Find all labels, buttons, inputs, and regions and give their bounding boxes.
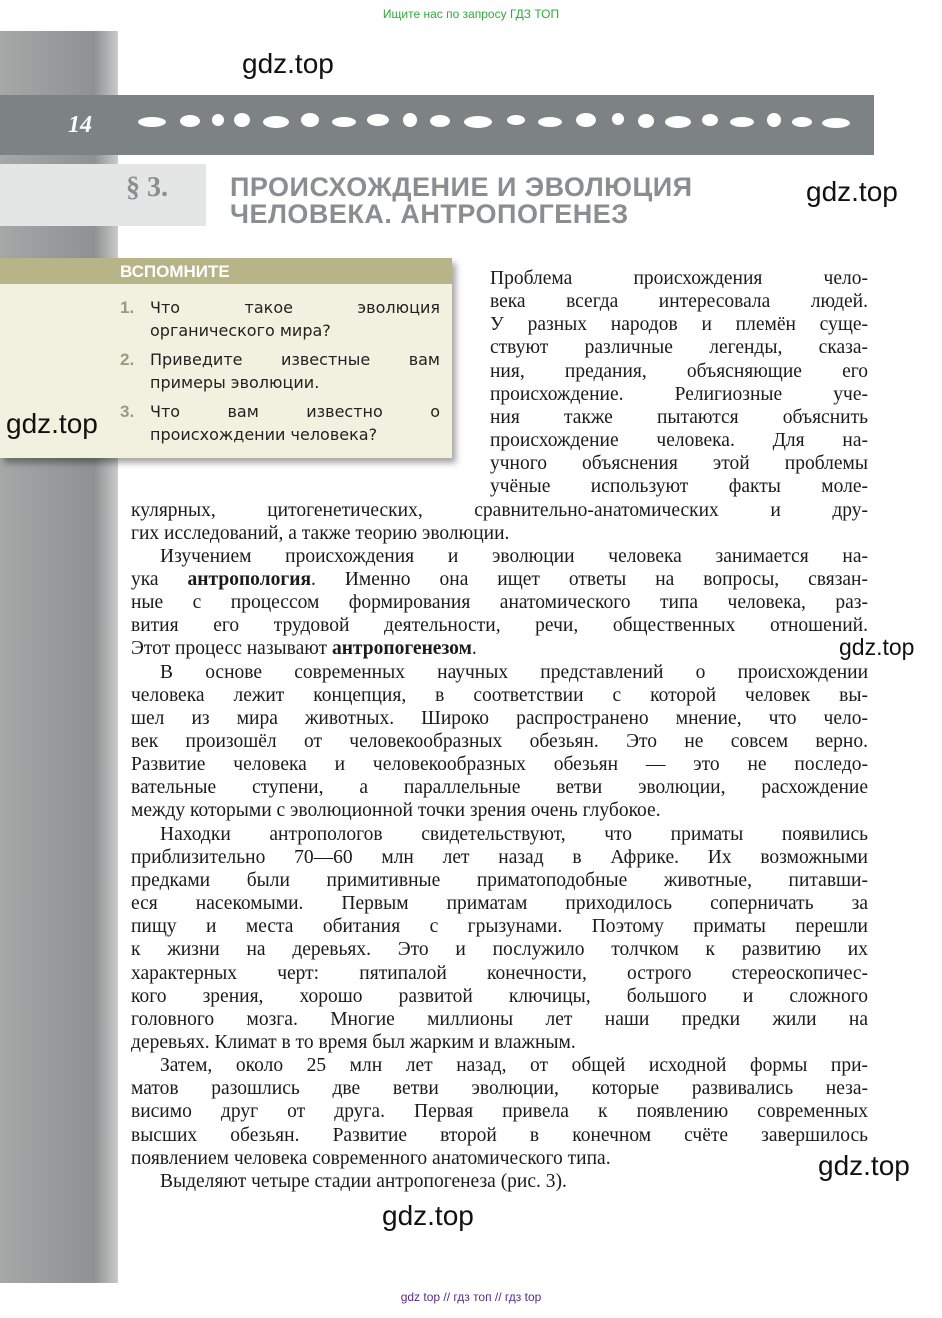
body-line: приблизительно 70—60 млн лет назад в Африке. Их возможными (131, 846, 868, 868)
question-text: Что такое эволюция органического мира? (150, 298, 440, 340)
question-number: 3. (120, 402, 135, 421)
body-line: высших обезьян. Развитие второй в конечном счёте завершилось (131, 1124, 868, 1146)
question-number: 1. (120, 298, 135, 317)
body-line: У разных народов и племён суще- (490, 314, 868, 336)
body-line: век произошёл от человекообразных обезьян. Это не совсем верно. (131, 731, 868, 752)
body-line: кулярных, цитогенетических, сравнительно-анатомических и дру- (131, 499, 868, 521)
top-notice-bar (0, 0, 942, 30)
section-number-band (0, 164, 206, 226)
body-line: века всегда интересовала людей. (490, 291, 868, 313)
body-line: характерных черт: пятипалой конечности, острого стереоскопичес- (131, 962, 868, 984)
question-1 (120, 296, 440, 342)
body-line: человека лежит концепция, в соответствии с которой человек вы- (131, 684, 868, 706)
body-line: появлением человека современного анатомического типа. (131, 1147, 611, 1169)
body-line: Развитие человека и человекообразных обезьян — это не последо- (131, 754, 868, 776)
body-line: Проблема происхождения чело- (490, 268, 868, 289)
body-line: головного мозга. Многие миллионы лет наши предки жили на (131, 1008, 868, 1030)
body-line: Затем, около 25 млн лет назад, от общей исходной формы при- (160, 1055, 868, 1077)
top-notice[interactable]: Ищите нас по запросу ГДЗ ТОП (382, 7, 560, 21)
body-line: ствуют различные легенды, сказа- (490, 337, 868, 359)
body-line: матов разошлись две ветви эволюции, которые развивались неза- (131, 1078, 868, 1100)
question-3 (120, 400, 440, 446)
body-line: вательные ступени, а параллельные ветви эволюции, расхождение (131, 777, 868, 799)
body-line: учного объяснения этой проблемы (490, 453, 868, 475)
body-line: ные с процессом формирования анатомического типа человека, раз- (131, 592, 868, 614)
animal-silhouettes-icon (138, 104, 858, 136)
body-line: еся насекомыми. Первым приматам приходилось соперничать за (131, 893, 868, 915)
question-2 (120, 348, 440, 394)
question-text: Приведите известные вам примеры эволюции. (150, 350, 440, 392)
body-line: Находки антропологов свидетельствуют, что приматы появились (160, 823, 868, 845)
body-line: пищу и места обитания с грызунами. Поэтому приматы перешли (131, 916, 868, 938)
body-line: ния также пытаются объяснить (490, 406, 868, 428)
body-line: висимо друг от друга. Первая привела к появлению современных (131, 1101, 868, 1123)
section-number: § 3. (126, 172, 168, 203)
question-text: Что вам известно о происхождении человека? (150, 402, 440, 444)
body-line: гих исследований, а также теорию эволюции. (131, 522, 510, 544)
body-line: предками были примитивные приматоподобные животные, питавши- (131, 869, 868, 891)
body-line: ука антропология. Именно она ищет ответы на вопросы, связан- (131, 568, 868, 590)
body-line: Этот процесс называют антропогенезом. (131, 638, 477, 660)
body-line: происхождение человека. Для на- (490, 430, 868, 452)
watermark: gdz.top (806, 176, 898, 207)
body-line: кого зрения, хорошо развитой ключицы, большого и сложного (131, 985, 868, 1007)
bottom-links[interactable]: gdz top // гдз топ // гдз top (400, 1290, 542, 1304)
watermark: gdz.top (6, 408, 98, 439)
body-line: ния, предания, объясняющие его (490, 360, 868, 382)
watermark: gdz.top (242, 48, 334, 79)
watermark: gdz.top (839, 634, 915, 660)
section-title-line-2: ЧЕЛОВЕКА. АНТРОПОГЕНЕЗ (230, 199, 629, 229)
body-line: происхождение. Религиозные уче- (490, 383, 868, 405)
section-title-line-1: ПРОИСХОЖДЕНИЕ И ЭВОЛЮЦИЯ (230, 172, 693, 202)
body-line: деревьях. Климат в то время был жарким и влажным. (131, 1031, 576, 1053)
body-line: шел из мира животных. Широко распространено мнение, что чело- (131, 707, 868, 729)
body-line: учёные используют факты моле- (490, 476, 868, 498)
body-line: В основе современных научных представлений о происхождении (160, 661, 868, 683)
watermark: gdz.top (818, 1150, 910, 1181)
remember-title: ВСПОМНИТЕ (120, 262, 230, 281)
body-line: вития его трудовой деятельности, речи, общественных отношений. (131, 615, 868, 637)
page-number: 14 (68, 112, 92, 138)
question-number: 2. (120, 350, 135, 369)
section-title (230, 174, 693, 228)
body-line: к жизни на деревьях. Это и послужило толчком к развитию их (131, 939, 868, 961)
watermark: gdz.top (382, 1200, 474, 1231)
body-line: Изучением происхождения и эволюции человека занимается на- (160, 545, 868, 567)
body-line: Выделяют четыре стадии антропогенеза (рис. 3). (160, 1170, 567, 1192)
body-line: между которыми с эволюционной точки зрения очень глубокое. (131, 800, 661, 822)
